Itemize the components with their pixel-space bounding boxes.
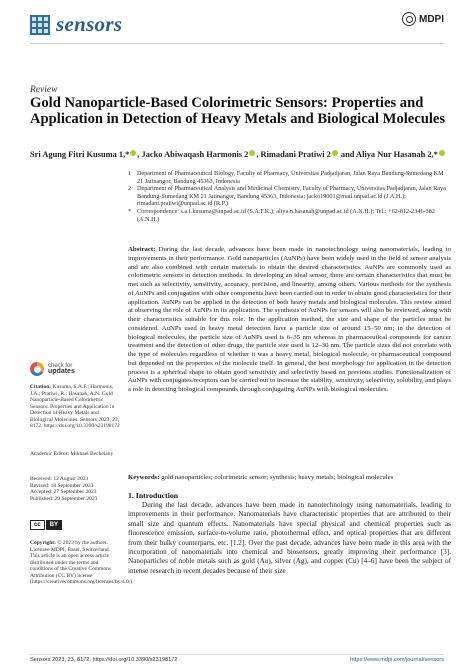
orcid-icon[interactable] [332,150,338,156]
journal-name: sensors [56,12,123,36]
accepted-date: Accepted: 27 September 2023 [30,489,97,495]
received-date: Received: 12 August 2023 [30,476,89,482]
publication-dates [30,476,120,502]
correspondence: * Correspondence: s.a.f.kusuma@unpad.ac.id (S.A.F.K.); aliya.n.hasanah@unpad.ac.id (A.N.H.); Tel.: +62-812-2346-382 (A.N.H.) [128,207,435,223]
article-title: Gold Nanoparticle-Based Colorimetric Sensors: Properties and Application in Detection of Heavy Metals and Biological Molecules [30,95,446,127]
orcid-icon[interactable] [439,150,445,156]
header-divider [30,43,444,44]
footer-citation[interactable]: Sensors 2023, 23, 8172. https://doi.org/10.3390/s23198172 [30,657,178,663]
affiliation: 1 Department of Pharmaceutical Biology, Faculty of Pharmacy, Universitas Padjadjaran, Jalan Raya Bandung-Sumedang KM 21 Jatinangor, Bandung 45363, Indonesia [128,170,444,185]
article-type: Review [30,85,58,95]
revised-date: Revised: 18 September 2023 [30,482,94,489]
journal-logo-icon [30,15,50,35]
section-heading: 1. Introduction [128,491,179,500]
author[interactable]: Rimadani Pratiwi 2 [260,150,331,159]
footer-journal-link[interactable]: https://www.mdpi.com/journal/sensors [350,657,444,663]
author[interactable]: Sri Agung Fitri Kusuma 1,* [30,150,130,159]
keywords-label: Keywords: [128,474,160,481]
affiliation: 2 Department of Pharmaceutical Analysis and Medicinal Chemistry, Faculty of Pharmacy, Universitas Padjadjaran, Jalan Raya Bandung-Sumedang KM 21 Jatinangor, Bandung 45363, Indonesia; jacko19001@mail.unpad.ac.id (J.A.H.); rimadani.pratiwi@unpad.ac.id (R.P.) [128,185,446,208]
keywords-text: gold nanoparticles; colorimetric sensor; synthesis; heavy metals; biological molecules [161,474,394,481]
academic-editor: Academic Editor: Mikhael Bechelany [30,451,114,457]
abstract [128,246,451,395]
published-date: Published: 29 September 2023 [30,495,98,502]
author[interactable]: Aliya Nur Hasanah 2,* [356,150,438,159]
introduction-text: During the last decade, advances have been made in nanotechnology using nanomaterials, leading to improvements in their performance. Nanomaterials have characteristic properties that are attributed to their small size and quantum effects. Nanomaterials have special physical and chemical properties such as fluorescence emission, surface-to-volume ratio, photothermal effect, and optical properties that are different from their bulky counterparts, etc. [1,2]. Over the past decade, advances have been made in this area with the incorporation of nanomaterials into chemical and biosensors, greatly improving their performance [3]. Nanoparticles of noble metals such as gold (Au), silver (Ag), and copper (Cu) [4–6] have been the subject of intense research in recent decades because of their size [128,501,451,575]
footer-divider [30,654,444,655]
mdpi-icon [402,12,416,26]
affiliations [128,170,448,223]
copyright: Copyright: © 2023 by the authors. Licensee MDPI, Basel, Switzerland. This article is an open access article distributed under the terms and conditions of the Creative Commons Attribution (CC BY) license (https://creativecommons.org/licenses/by/4.0/). [30,540,134,585]
citation: Citation: Kusuma, S.A.F.; Harmonis, J.A.; Pratiwi, R.; Hasanah, A.N. Gold Nanoparticle-Based Colorimetric Sensors: Properties and Application in Detection of Heavy Metals and Biological Molecules. Sensors 2023, 23, 8172. https://doi.org/10.3390/s23198172 [30,384,120,429]
journal-logo [30,12,122,37]
orcid-icon[interactable] [249,150,255,156]
cc-by-license-icon[interactable]: cc BY [30,520,62,530]
check-for-updates-badge[interactable]: check for updates [30,362,75,376]
author-list: Sri Agung Fitri Kusuma 1,* , Jacko Abiwaqash Harmonis 2 , Rimadani Pratiwi 2 and Aliya Nur Hasanah 2,* [30,150,450,159]
keywords [128,474,451,483]
orcid-icon[interactable] [130,150,136,156]
abstract-text: During the last decade, advances have been made in nanotechnology using nanomaterials, leading to improvements in their performance. Gold nanoparticles (AuNPs) have been widely used in the field of sensor analysis and are also combined with certain materials to obtain the desired characteristics. AuNPs are commonly used as colorimetric sensors in detection methods. In developing an ideal sensor, there are certain characteristics that must be met such as selectivity, sensitivity, accuracy, precision, and linearity, among others. Various methods for the synthesis of AuNPs and conjugation with other components have been carried out in order to obtain good characteristics for their application. AuNPs can be applied in the detection of both heavy metals and biological molecules. This review aimed at observing the role of AuNPs in its application. The synthesis of AuNPs for sensors will also be reviewed, along with their characteristics suitable for this role. In the application method, the size and shape of the particles must be considered. AuNPs used in heavy metal detection have a particle size of around 15–50 nm; in the detection of biological molecules, the particle size of AuNPs used is 6–35 nm whereas in pharmaceutical compounds for cancer treatment and the detection of other drugs, the particle size used is 12–30 nm. The particle sizes did not correlate with the type of molecules regardless of whether it was a heavy metal, biological molecule, or pharmaceutical compound but depended on the properties of the molecule itself. In general, the best morphology for application in the detection process is a spherical shape to obtain good sensitivity and selectivity based on previous studies. Functionalization of AuNPs with conjugates/receptors can be carried out to increase the stability, sensitivity, selectivity, solubility, and plays a role in detecting biological compounds through conjugating AuNPs with biological molecules. [128,246,452,393]
author[interactable]: Jacko Abiwaqash Harmonis 2 [141,150,249,159]
publisher-name: MDPI [419,13,444,25]
publisher-logo [402,12,444,26]
abstract-label: Abstract: [128,246,156,253]
check-updates-icon [30,362,44,376]
